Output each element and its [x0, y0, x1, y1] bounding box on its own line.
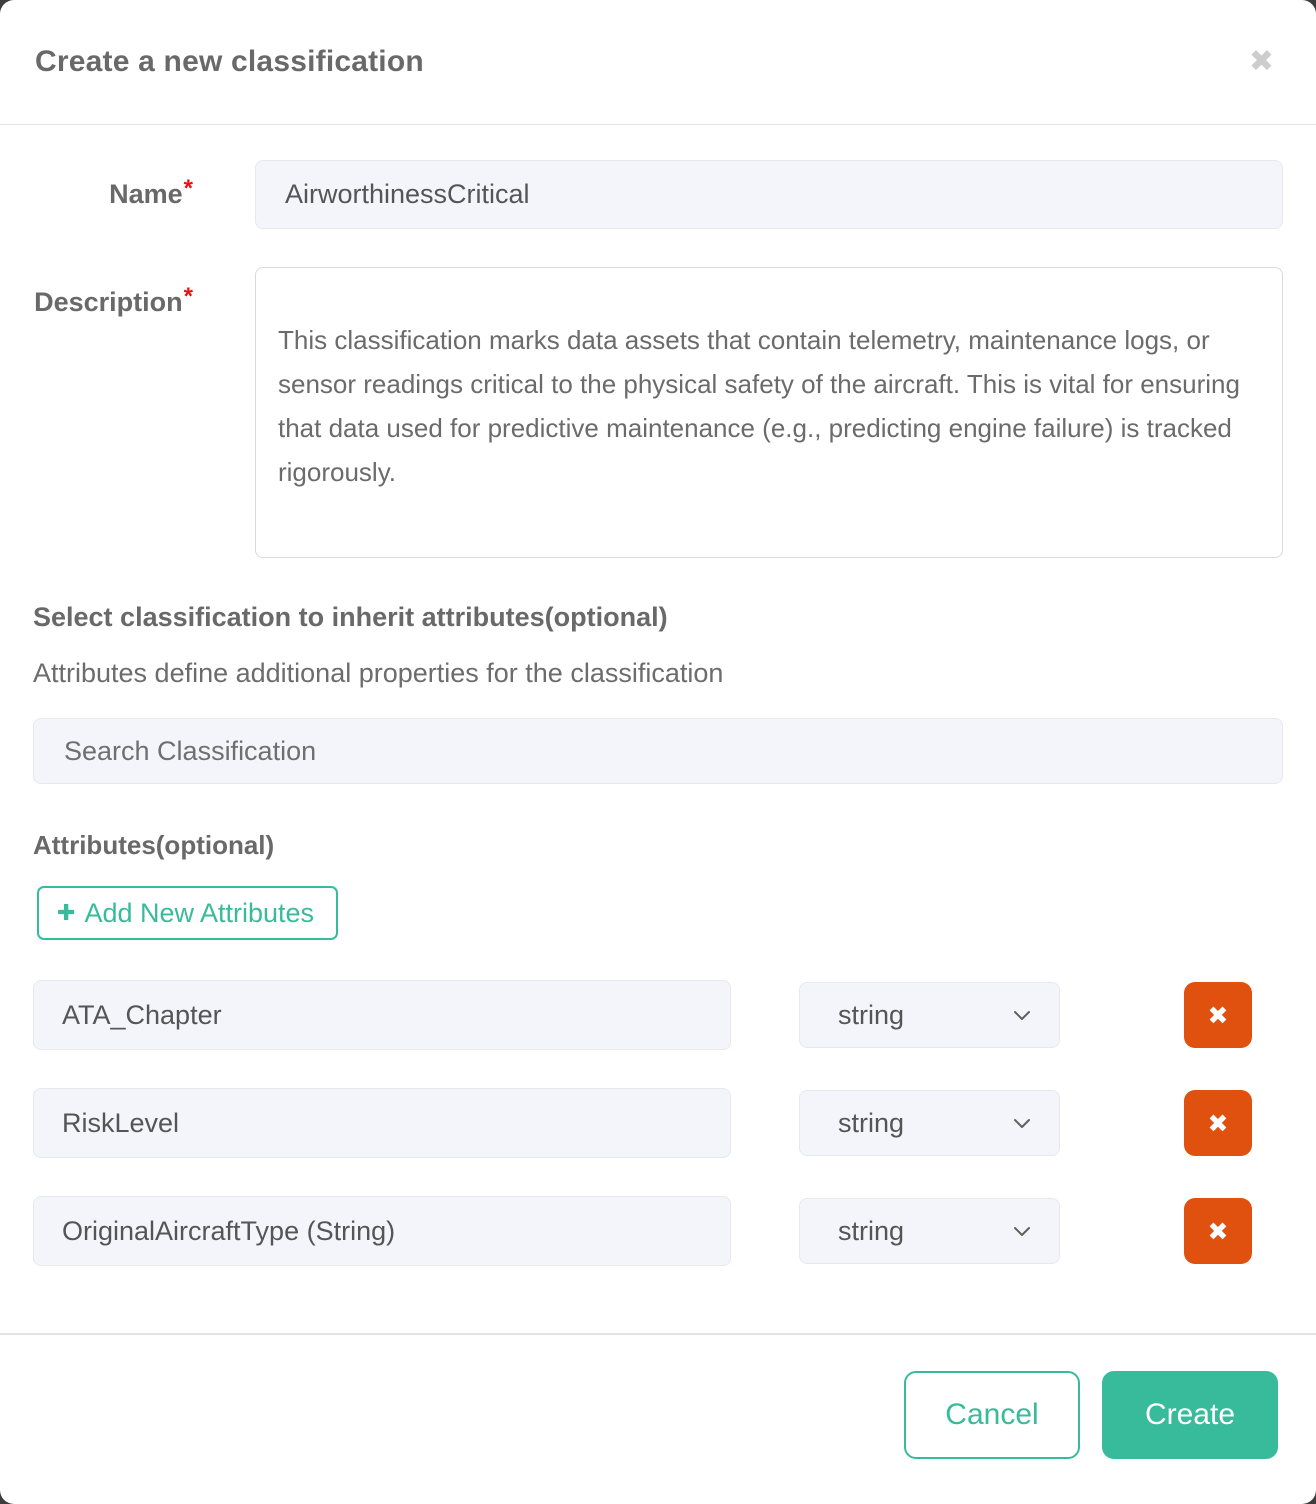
- chevron-down-icon: [1009, 1218, 1035, 1244]
- attribute-row: [33, 980, 1283, 1050]
- required-asterisk: *: [183, 283, 193, 310]
- remove-attribute-button[interactable]: [1184, 982, 1252, 1048]
- attribute-name-input[interactable]: [33, 1088, 731, 1158]
- attribute-type-select[interactable]: [799, 982, 1060, 1048]
- attribute-rows: [33, 980, 1283, 1266]
- inherit-attributes-heading: Select classification to inherit attributes(optional): [33, 602, 668, 632]
- modal-body: [0, 125, 1316, 1333]
- chevron-down-icon: [1009, 1002, 1035, 1028]
- close-icon[interactable]: ✖: [1245, 43, 1278, 81]
- name-label: [33, 175, 193, 210]
- description-field-row: [33, 267, 1283, 558]
- description-label: [33, 267, 193, 558]
- x-icon: ✖: [1207, 1000, 1229, 1030]
- attribute-row: [33, 1088, 1283, 1158]
- attribute-type-select[interactable]: [799, 1090, 1060, 1156]
- create-button[interactable]: Create: [1102, 1371, 1278, 1459]
- name-field-row: [33, 160, 1283, 229]
- name-label-text: Name: [109, 179, 183, 209]
- remove-attribute-button[interactable]: [1184, 1198, 1252, 1264]
- x-icon: ✖: [1207, 1108, 1229, 1138]
- attribute-name-input[interactable]: [33, 1196, 731, 1266]
- cancel-button[interactable]: Cancel: [904, 1371, 1080, 1459]
- remove-attribute-button[interactable]: [1184, 1090, 1252, 1156]
- description-textarea[interactable]: [255, 267, 1283, 558]
- add-new-attributes-button[interactable]: [37, 886, 338, 940]
- chevron-down-icon: [1009, 1110, 1035, 1136]
- x-icon: ✖: [1207, 1216, 1229, 1246]
- name-input[interactable]: [255, 160, 1283, 229]
- classification-search-input[interactable]: [33, 718, 1283, 784]
- attribute-type-value: string: [838, 1107, 905, 1138]
- plus-icon: ✚: [57, 900, 76, 926]
- add-new-attributes-label: Add New Attributes: [84, 897, 315, 928]
- attribute-type-value: string: [838, 999, 905, 1030]
- modal-footer: [0, 1333, 1316, 1504]
- attribute-type-select[interactable]: [799, 1198, 1060, 1264]
- attribute-type-value: string: [838, 1215, 905, 1246]
- attribute-row: [33, 1196, 1283, 1266]
- inherit-attributes-subheading: Attributes define additional properties for the classification: [33, 658, 724, 688]
- attributes-heading: Attributes(optional): [33, 830, 275, 860]
- modal-header: [0, 0, 1316, 125]
- description-label-text: Description: [34, 287, 183, 317]
- attribute-name-input[interactable]: [33, 980, 731, 1050]
- modal-title: Create a new classification: [35, 45, 424, 78]
- required-asterisk: *: [183, 175, 193, 202]
